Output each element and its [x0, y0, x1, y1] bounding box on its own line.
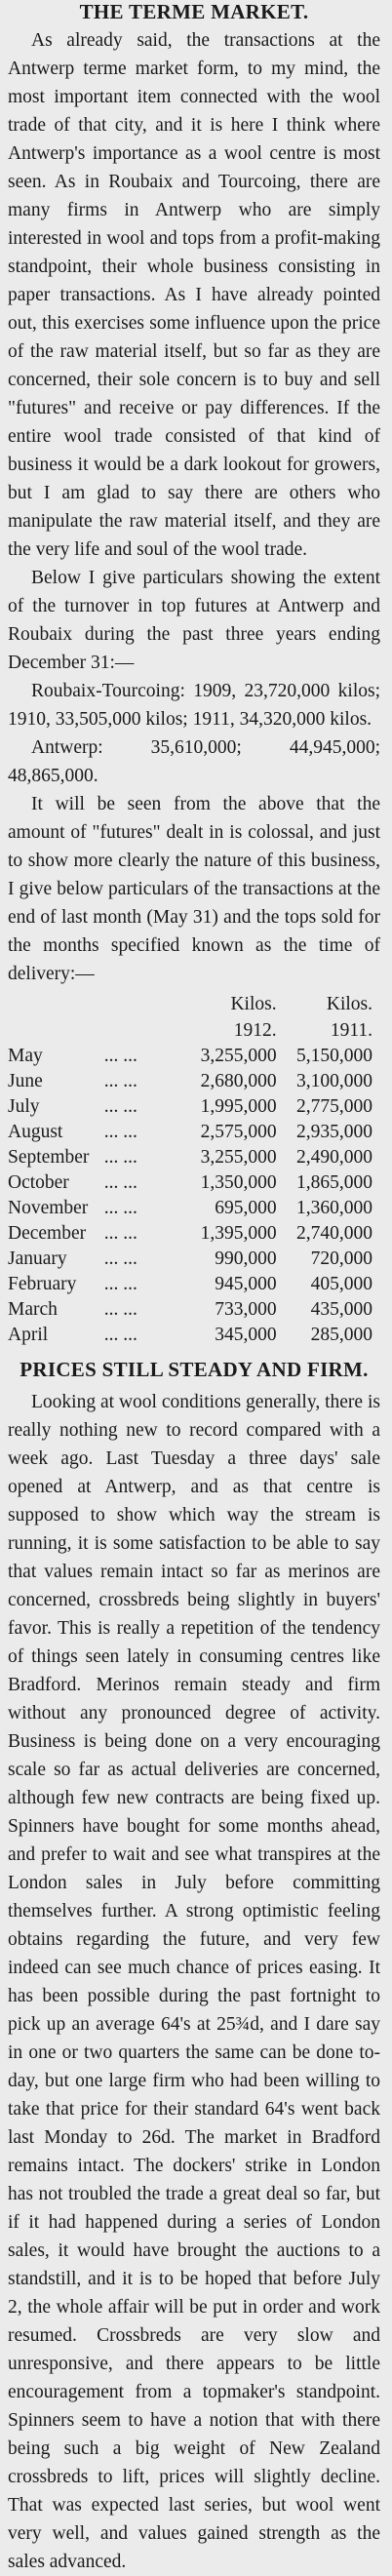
- value-1911-cell: 2,935,000: [296, 1122, 372, 1142]
- value-1912-cell: 990,000: [215, 1248, 277, 1269]
- leader-dots: ... ...: [103, 1122, 137, 1142]
- table-row: [8, 1297, 380, 1323]
- table-row: [8, 1221, 380, 1247]
- value-1911-cell: 720,000: [310, 1248, 372, 1269]
- month-cell: July: [8, 1096, 40, 1117]
- table-row: [8, 1120, 380, 1145]
- header-kilos-1911: Kilos.: [326, 994, 372, 1014]
- table-row: [8, 1069, 380, 1094]
- month-cell: June: [8, 1071, 43, 1091]
- header-kilos-1912: Kilos.: [230, 994, 277, 1014]
- value-1912-cell: 2,680,000: [200, 1071, 277, 1091]
- table-row: [8, 1145, 380, 1170]
- leader-dots: ... ...: [103, 1274, 137, 1294]
- month-cell: September: [8, 1147, 90, 1168]
- month-cell: May: [8, 1046, 43, 1066]
- month-cell: October: [8, 1172, 69, 1193]
- table-year-row: [8, 1018, 380, 1044]
- table-row: [8, 1247, 380, 1272]
- value-1912-cell: 945,000: [215, 1274, 277, 1294]
- value-1912-cell: 1,350,000: [200, 1172, 277, 1193]
- month-cell: January: [8, 1248, 67, 1269]
- leader-dots: ... ...: [103, 1071, 137, 1091]
- section-heading-terme-market: THE TERME MARKET.: [79, 0, 309, 23]
- paragraph-futures-explanation: It will be seen from the above that the amount of "futures" dealt in is colossal, and just to show more clearly the nature of this business, I give below particulars of the transactions at the end of last month (May 31) and the tops sold for the months specified known as the time of delivery:—: [8, 794, 380, 984]
- value-1912-cell: 3,255,000: [200, 1046, 277, 1066]
- value-1911-cell: 5,150,000: [296, 1046, 372, 1066]
- value-1911-cell: 285,000: [310, 1325, 372, 1345]
- leader-dots: ... ...: [103, 1046, 137, 1066]
- table-body: [8, 1044, 380, 1348]
- month-cell: April: [8, 1325, 49, 1345]
- value-1912-cell: 733,000: [215, 1299, 277, 1320]
- month-cell: November: [8, 1198, 89, 1218]
- paragraph-turnover-intro: Below I give particulars showing the extent of the turnover in top futures at Antwerp and Roubaix during the past three years ending December 31:—: [8, 568, 380, 673]
- leader-dots: ... ...: [103, 1198, 137, 1218]
- table-row: [8, 1196, 380, 1221]
- leader-dots: ... ...: [103, 1299, 137, 1320]
- value-1912-cell: 695,000: [215, 1198, 277, 1218]
- month-cell: August: [8, 1122, 63, 1142]
- futures-table: [8, 990, 380, 1348]
- value-1911-cell: 2,740,000: [296, 1223, 372, 1244]
- value-1911-cell: 2,775,000: [296, 1096, 372, 1117]
- table-header-row: [8, 990, 380, 1018]
- paragraph-roubaix-figures: Roubaix-Tourcoing: 1909, 23,720,000 kilos; 1910, 33,505,000 kilos; 1911, 34,320,000 kilos.: [8, 681, 380, 730]
- value-1912-cell: 2,575,000: [200, 1122, 277, 1142]
- leader-dots: ... ...: [103, 1096, 137, 1117]
- value-1911-cell: 435,000: [310, 1299, 372, 1320]
- table-row: [8, 1170, 380, 1196]
- table-row: [8, 1094, 380, 1120]
- header-year-1911: 1911.: [330, 1020, 372, 1041]
- leader-dots: ... ...: [103, 1147, 137, 1168]
- value-1912-cell: 3,255,000: [200, 1147, 277, 1168]
- leader-dots: ... ...: [103, 1172, 137, 1193]
- paragraph-antwerp-figures: Antwerp: 35,610,000; 44,945,000; 48,865,000.: [8, 737, 380, 786]
- value-1911-cell: 405,000: [310, 1274, 372, 1294]
- month-cell: December: [8, 1223, 87, 1244]
- header-year-1912: 1912.: [233, 1020, 277, 1041]
- value-1912-cell: 1,995,000: [200, 1096, 277, 1117]
- value-1912-cell: 1,395,000: [200, 1223, 277, 1244]
- month-cell: February: [8, 1274, 77, 1294]
- value-1911-cell: 1,865,000: [296, 1172, 372, 1193]
- value-1911-cell: 3,100,000: [296, 1071, 372, 1091]
- value-1912-cell: 345,000: [215, 1325, 277, 1345]
- leader-dots: ... ...: [103, 1223, 137, 1244]
- table-row: [8, 1272, 380, 1297]
- leader-dots: ... ...: [103, 1325, 137, 1345]
- table-row: [8, 1323, 380, 1348]
- section-heading-prices: PRICES STILL STEADY AND FIRM.: [20, 1358, 369, 1381]
- leader-dots: ... ...: [103, 1248, 137, 1269]
- table-row: [8, 1044, 380, 1069]
- value-1911-cell: 2,490,000: [296, 1147, 372, 1168]
- month-cell: March: [8, 1299, 58, 1320]
- paragraph-wool-conditions: Looking at wool conditions generally, there is really nothing new to record compared with a week ago. Last Tuesday a three days' sale opened at Antwerp, and as that centre is supposed to show which way the stream is running, it is some satisfaction to be able to say that values remain intact so far as merinos are concerned, crossbreds being slightly in buyers' favor. This is really a repetition of the tendency of things seen lately in consuming centres like Bradford. Merinos remain steady and firm without any pronounced degree of activity. Business is being done on a very encouraging scale so far as actual deliveries are concerned, although few new contracts are being fixed up. Spinners have bought for some months ahead, and prefer to wait and see what transpires at the London sales in July before committing themselves further. A strong optimistic feeling obtains regarding the future, and very few indeed can see much chance of prices easing. It has been possible during the past fortnight to pick up an average 64's at 25¾d, and I dare say in one or two quarters the same can be done to-day, but one large firm who had been willing to take that price for their standard 64's went back last Monday to 26d. The market in Bradford remains intact. The dockers' strike in London has not troubled the trade a great deal so far, but if it had happened during a series of London sales, it would have brought the auctions to a standstill, and it is to be hoped that before July 2, the whole affair will be put in order and work resumed. Crossbreds are very slow and unresponsive, and there appears to be little encouragement from a topmaker's standpoint. Spinners seem to have a notion that with there being such a big weight of New Zealand crossbreds to lift, prices will slightly decline. That was expected last series, but wool went very well, and values gained strength as the sales advanced.: [8, 1392, 380, 2572]
- paragraph-terme-intro: As already said, the transactions at the Antwerp terme market form, to my mind, the most important item connected with the wool trade of that city, and it is here I think where Antwerp's importance as a wool centre is most seen. As in Roubaix and Tourcoing, there are many firms in Antwerp who are simply interested in wool and tops from a profit-making standpoint, their whole business consisting in paper transactions. As I have already pointed out, this exercises some influence upon the price of the raw material itself, but so far as they are concerned, their sole concern is to buy and sell "futures" and receive or pay differences. If the entire wool trade consisted of that kind of business it would be a dark lookout for growers, but I am glad to say there are others who manipulate the raw material itself, and they are the very life and soul of the wool trade.: [8, 30, 380, 560]
- value-1911-cell: 1,360,000: [296, 1198, 372, 1218]
